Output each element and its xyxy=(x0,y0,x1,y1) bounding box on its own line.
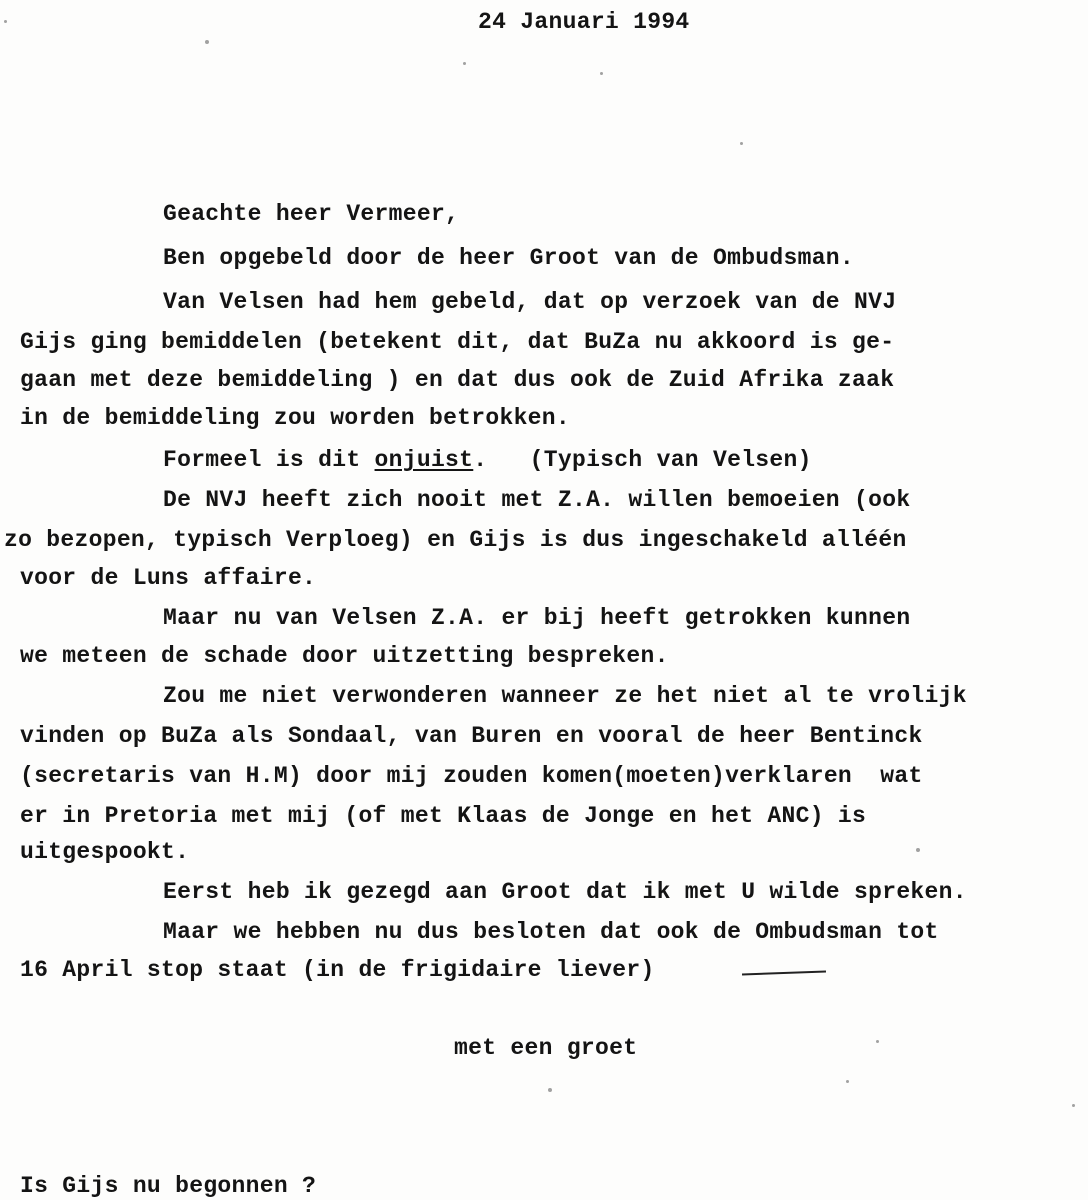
scan-speck xyxy=(463,62,466,65)
scan-speck xyxy=(846,1080,849,1083)
underlined-word: onjuist xyxy=(374,447,474,473)
paragraph-5-line-2: we meteen de schade door uitzetting bespreken. xyxy=(20,643,669,669)
scan-speck xyxy=(600,72,603,75)
scan-speck xyxy=(4,20,7,23)
letter-date: 24 Januari 1994 xyxy=(478,9,690,35)
paragraph-6-line-1: Zou me niet verwonderen wanneer ze het niet al te vrolijk xyxy=(163,683,967,709)
paragraph-4-line-3: voor de Luns affaire. xyxy=(20,565,317,591)
letter-salutation: Geachte heer Vermeer, xyxy=(163,201,460,227)
paragraph-6-line-3: (secretaris van H.M) door mij zouden komen(moeten)verklaren wat xyxy=(20,763,923,789)
paragraph-5-line-1: Maar nu van Velsen Z.A. er bij heeft getrokken kunnen xyxy=(163,605,911,631)
paragraph-2-line-3: gaan met deze bemiddeling ) en dat dus ook de Zuid Afrika zaak xyxy=(20,367,895,393)
paragraph-3-prefix: Formeel is dit xyxy=(163,447,375,473)
scan-speck xyxy=(1072,1104,1075,1107)
letter-closing: met een groet xyxy=(454,1035,638,1061)
paragraph-3 xyxy=(163,446,812,474)
paragraph-6-line-2: vinden op BuZa als Sondaal, van Buren en vooral de heer Bentinck xyxy=(20,723,923,749)
scan-speck xyxy=(740,142,743,145)
paragraph-8-line-1: Maar we hebben nu dus besloten dat ook de Ombudsman tot xyxy=(163,919,939,945)
scan-speck xyxy=(876,1040,879,1043)
paragraph-3-suffix: . (Typisch van Velsen) xyxy=(473,447,812,473)
paragraph-7: Eerst heb ik gezegd aan Groot dat ik met U wilde spreken. xyxy=(163,879,967,905)
scan-speck xyxy=(916,848,920,852)
paragraph-6-line-5: uitgespookt. xyxy=(20,839,190,865)
scan-speck xyxy=(548,1088,552,1092)
letter-postscript: Is Gijs nu begonnen ? xyxy=(20,1173,317,1199)
paragraph-1: Ben opgebeld door de heer Groot van de Ombudsman. xyxy=(163,245,855,271)
handwritten-dash xyxy=(742,971,826,976)
paragraph-8-line-2: 16 April stop staat (in de frigidaire liever) xyxy=(20,957,655,983)
paragraph-2-line-1: Van Velsen had hem gebeld, dat op verzoek van de NVJ xyxy=(163,289,897,315)
paragraph-2-line-4: in de bemiddeling zou worden betrokken. xyxy=(20,405,570,431)
paragraph-6-line-4: er in Pretoria met mij (of met Klaas de Jonge en het ANC) is xyxy=(20,803,867,829)
paragraph-2-line-2: Gijs ging bemiddelen (betekent dit, dat BuZa nu akkoord is ge- xyxy=(20,329,895,355)
paragraph-4-line-1: De NVJ heeft zich nooit met Z.A. willen bemoeien (ook xyxy=(163,487,911,513)
scan-speck xyxy=(205,40,209,44)
paragraph-4-line-2: zo bezopen, typisch Verploeg) en Gijs is dus ingeschakeld alléén xyxy=(4,527,907,553)
